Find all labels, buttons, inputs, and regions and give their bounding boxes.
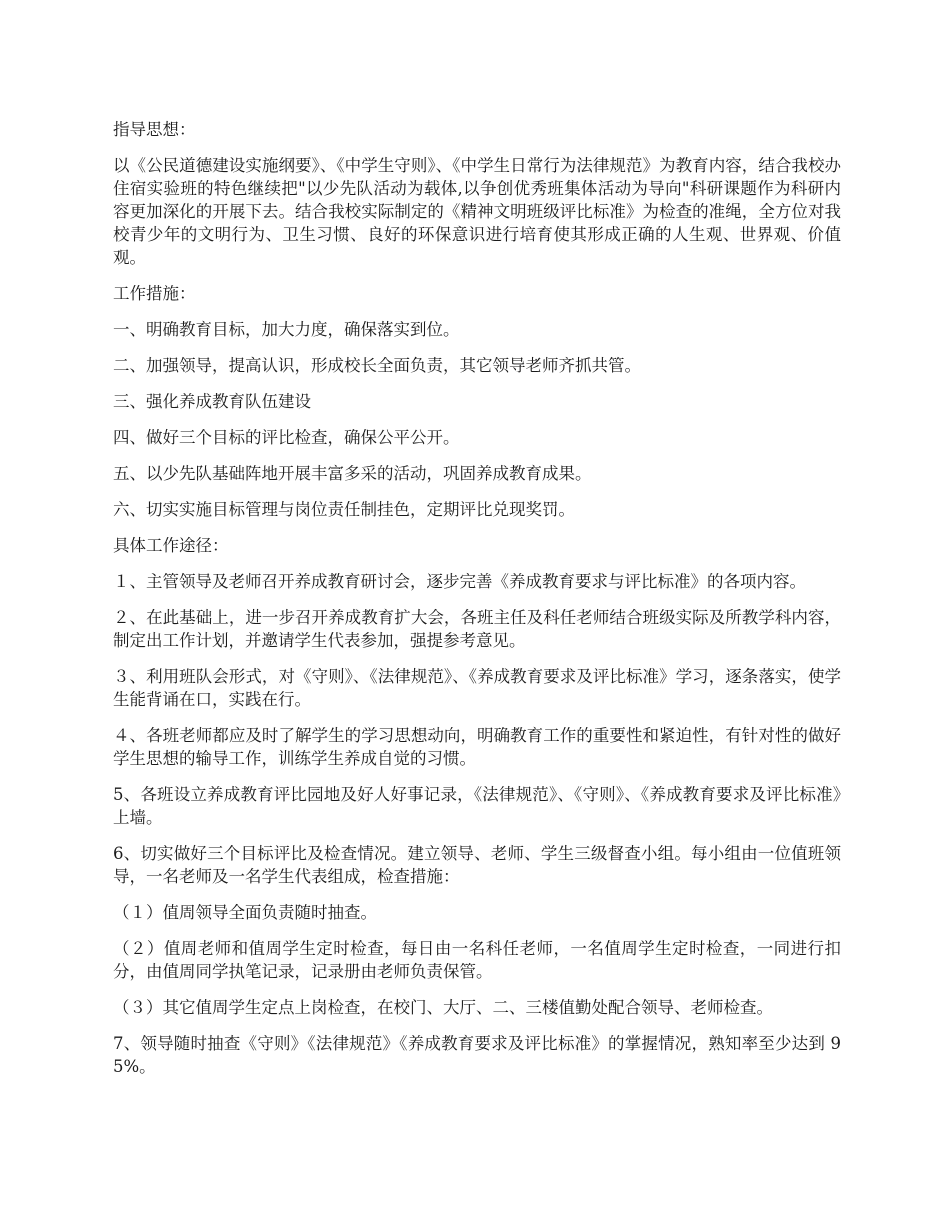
document-body: [113, 118, 841, 1091]
body-paragraph: 以《公民道德建设实施纲要》、《中学生守则》、《中学生日常行为法律规范》为教育内容，结合我校办住宿实验班的特色继续把"以少先队活动为载体,以争创优秀班集体活动为导向"科研课题作为科研内容更加深化的开展下去。结合我校实际制定的《精神文明班级评比标准》为检查的准绳，全方位对我校青少年的文明行为、卫生习惯、良好的环保意识进行培育使其形成正确的人生观、世界观、价值观。: [113, 156, 841, 267]
section-heading-specific-approaches: 具体工作途径：: [113, 536, 229, 555]
approach-item: １、主管领导及老师召开养成教育研讨会，逐步完善《养成教育要求与评比标准》的各项内容。: [113, 572, 806, 591]
measure-item: 二、加强领导，提高认识，形成校长全面负责，其它领导老师齐抓共管。: [113, 356, 641, 375]
approach-item: 6、切实做好三个目标评比及检查情况。建立领导、老师、学生三级督查小组。每小组由一位值班领导，一名老师及一名学生代表组成，检查措施：: [113, 844, 841, 886]
measure-item: 三、强化养成教育队伍建设: [113, 392, 311, 411]
section-heading-guiding-ideology: 指导思想：: [113, 120, 196, 139]
approach-item: 5、各班设立养成教育评比园地及好人好事记录，《法律规范》、《守则》、《养成教育要求及评比标准》上墙。: [113, 785, 841, 827]
approach-item: ２、在此基础上，进一步召开养成教育扩大会，各班主任及科任老师结合班级实际及所教学科内容，制定出工作计划，并邀请学生代表参加，强提参考意见。: [113, 608, 841, 650]
measure-item: 一、明确教育目标，加大力度，确保落实到位。: [113, 320, 460, 339]
section-heading-work-measures: 工作措施：: [113, 284, 196, 303]
sub-item: （１）值周领导全面负责随时抽查。: [113, 903, 377, 922]
sub-item: （２）值周老师和值周学生定时检查，每日由一名科任老师，一名值周学生定时检查，一同进行扣分，由值周同学执笔记录，记录册由老师负责保管。: [113, 939, 841, 981]
measure-item: 五、以少先队基础阵地开展丰富多采的活动，巩固养成教育成果。: [113, 464, 592, 483]
approach-item: ４、各班老师都应及时了解学生的学习思想动向，明确教育工作的重要性和紧迫性，有针对性的做好学生思想的输导工作，训练学生养成自觉的习惯。: [113, 726, 841, 768]
measure-item: 六、切实实施目标管理与岗位责任制挂色，定期评比兑现奖罚。: [113, 500, 575, 519]
measure-item: 四、做好三个目标的评比检查，确保公平公开。: [113, 428, 460, 447]
approach-item: 7、领导随时抽查《守则》《法律规范》《养成教育要求及评比标准》的掌握情况，熟知率至少达到 95%。: [113, 1034, 841, 1076]
approach-item: ３、利用班队会形式，对《守则》、《法律规范》、《养成教育要求及评比标准》学习，逐条落实，使学生能背诵在口，实践在行。: [113, 667, 841, 709]
sub-item: （３）其它值周学生定点上岗检查，在校门、大厅、二、三楼值勤处配合领导、老师检查。: [113, 998, 773, 1017]
